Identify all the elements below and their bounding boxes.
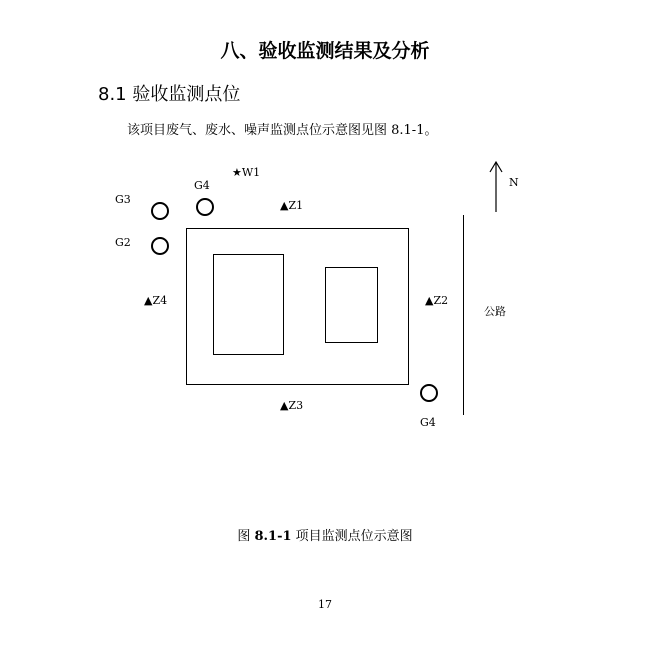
building-left: [213, 254, 284, 355]
g4-bottom-label: G4: [420, 416, 436, 429]
z4-label: ▲Z4: [144, 294, 168, 307]
g4-bottom-circle-icon: [420, 384, 438, 402]
road-line: [463, 215, 464, 415]
z2-label: ▲Z2: [425, 294, 449, 307]
g3-label: G3: [115, 193, 131, 206]
g4-top-label: G4: [194, 179, 210, 192]
caption-text: 项目监测点位示意图: [295, 529, 413, 544]
g2-circle-icon: [151, 237, 169, 255]
caption-number: 8.1-1: [254, 529, 292, 544]
chapter-title: 八、验收监测结果及分析: [220, 40, 430, 62]
g2-label: G2: [115, 236, 131, 249]
caption-prefix: 图: [237, 529, 251, 544]
section-title: 8.1 验收监测点位: [98, 84, 241, 105]
figure-caption: [0, 525, 650, 544]
g4-top-circle-icon: [196, 198, 214, 216]
body-paragraph: 该项目废气、废水、噪声监测点位示意图见图 8.1-1。: [127, 123, 438, 138]
w1-label: ★W1: [232, 166, 261, 179]
north-label: N: [509, 176, 519, 189]
building-right: [325, 267, 378, 343]
page-number: 17: [318, 598, 332, 611]
g3-circle-icon: [151, 202, 169, 220]
z3-label: ▲Z3: [280, 399, 304, 412]
road-label: 公路: [484, 305, 506, 318]
z1-label: ▲Z1: [280, 199, 304, 212]
north-arrow-icon: [488, 160, 504, 214]
